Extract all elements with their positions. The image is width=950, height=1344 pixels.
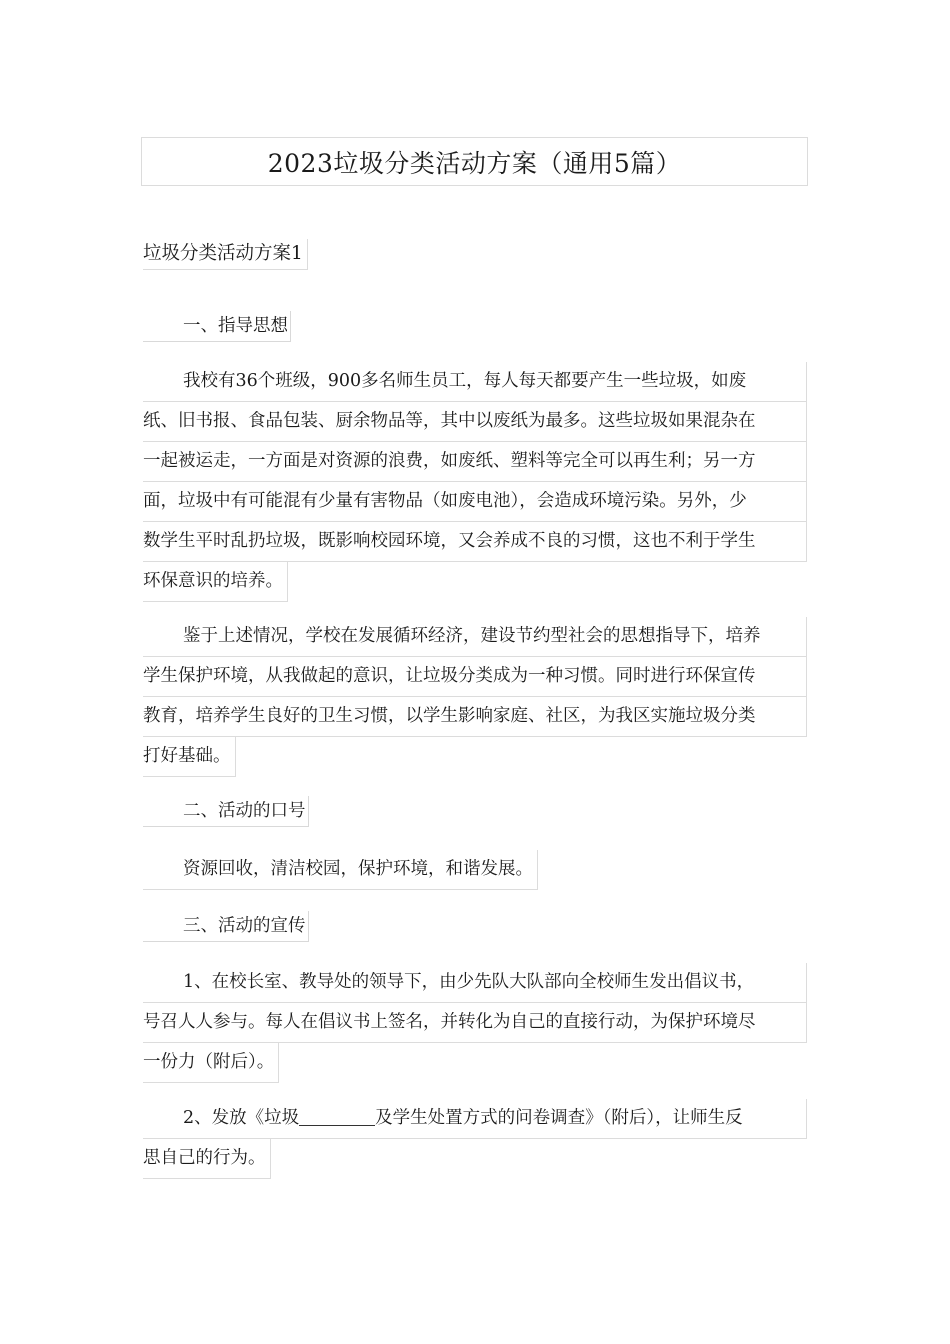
text-fragment: 2、发放《垃圾 <box>183 1108 300 1128</box>
text-line: 1、在校长室、教导处的领导下，由少先队大队部向全校师生发出倡议书， <box>143 963 807 1003</box>
text-line: 号召人人参与。每人在倡议书上签名，并转化为自己的直接行动，为保护环境尽 <box>143 1003 807 1043</box>
text-line: 一份力（附后）。 <box>143 1043 279 1083</box>
text-line: 学生保护环境，从我做起的意识，让垃圾分类成为一种习惯。同时进行环保宣传 <box>143 657 807 697</box>
paragraph-slogan <box>143 850 538 890</box>
paragraph-school-situation <box>143 362 807 602</box>
heading-guiding-ideology: 一、指导思想 <box>143 311 291 342</box>
section-subtitle: 垃圾分类活动方案1 <box>143 239 308 270</box>
document-title: 2023垃圾分类活动方案（通用5篇） <box>267 148 682 178</box>
text-line: 纸、旧书报、食品包装、厨余物品等，其中以废纸为最多。这些垃圾如果混杂在 <box>143 402 807 442</box>
text-line: 面，垃圾中有可能混有少量有害物品（如废电池），会造成环境污染。另外，少 <box>143 482 807 522</box>
paragraph-questionnaire <box>143 1099 807 1179</box>
heading-activity-publicity: 三、活动的宣传 <box>143 911 309 942</box>
text-line: 一起被运走，一方面是对资源的浪费，如废纸、塑料等完全可以再生利；另一方 <box>143 442 807 482</box>
text-line: 资源回收，清洁校园，保护环境，和谐发展。 <box>143 850 538 890</box>
text-line: 鉴于上述情况，学校在发展循环经济，建设节约型社会的思想指导下，培养 <box>143 617 807 657</box>
text-line: 环保意识的培养。 <box>143 562 288 602</box>
fill-in-blank <box>299 1105 375 1126</box>
text-line: 思自己的行为。 <box>143 1139 271 1179</box>
paragraph-proposal <box>143 963 807 1083</box>
text-fragment: 及学生处置方式的问卷调查》（附后），让师生反 <box>375 1108 743 1128</box>
paragraph-purpose <box>143 617 807 777</box>
title-box <box>141 137 808 186</box>
text-line: 打好基础。 <box>143 737 236 777</box>
text-line: 教育，培养学生良好的卫生习惯，以学生影响家庭、社区，为我区实施垃圾分类 <box>143 697 807 737</box>
text-line: 数学生平时乱扔垃圾，既影响校园环境，又会养成不良的习惯，这也不利于学生 <box>143 522 807 562</box>
text-line: 我校有36个班级，900多名师生员工，每人每天都要产生一些垃圾，如废 <box>143 362 807 402</box>
text-line <box>143 1099 807 1139</box>
heading-activity-slogan: 二、活动的口号 <box>143 796 309 827</box>
